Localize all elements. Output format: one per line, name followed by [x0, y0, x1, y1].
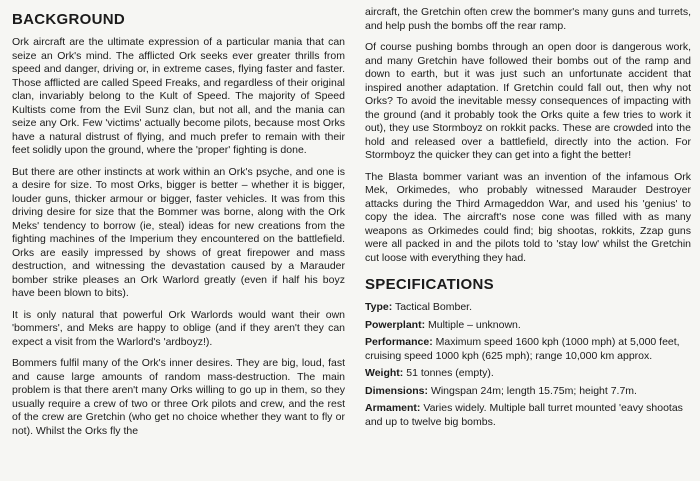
paragraph: But there are other instincts at work within an Ork's psyche, and one is a desire for size. To most Orks, bigger is better – whether it is bigger, louder guns, thicker armour or bigger, faster vehicles. It was from this driving desire for size that the Bommer was borne, along with the Ork Meks' tendency to borrow (ie, steal) ideas for new creations from the fighting machines of the Imperium they encountered on the battlefield. Orks are easily impressed by shows of great firepower and mass destruction, and witnessing the devastation caused by a Marauder bomber strike pleases an Ork Warlord greatly (even if half his boyz have been blown to bits). — [12, 165, 345, 299]
spec-value: Multiple – unknown. — [428, 318, 521, 331]
background-heading: BACKGROUND — [12, 11, 125, 28]
spec-label: Powerplant: — [365, 318, 426, 331]
paragraph: aircraft, the Gretchin often crew the bommer's many guns and turrets, and help push the bombs off the rear ramp. — [365, 6, 691, 32]
spec-weight — [365, 367, 691, 381]
spec-value: Varies widely. Multiple ball turret mounted 'eavy shootas and up to twelve big bombs. — [365, 402, 683, 428]
spec-label: Performance: — [365, 336, 433, 348]
spec-value: Tactical Bomber. — [394, 301, 473, 313]
spec-performance — [365, 336, 691, 363]
paragraph: Of course pushing bombs through an open door is dangerous work, and many Gretchin have followed their bombs out of the ramp and down to earth, but it was just such an unfortunate accident that inspired another adaptation. If Gretchin could fall out, then why not Orks? To avoid the inevitable messy consequences of impacting with the ground (and it probably took the Orks quite a few tries to work it out), they use Stormboyz on rokkit packs. These are crowded into the hold and released over a battlefield, directly into the action. For Stormboyz the quicker they can get into a fight the better! — [365, 41, 691, 161]
spec-value: Maximum speed 1600 kph (1000 mph) at 5,000 feet, cruising speed 1000 kph (625 mph); range 10,000 km approx. — [365, 336, 680, 362]
spec-label: Type: — [365, 301, 393, 313]
spec-label: Weight: — [365, 367, 404, 379]
spec-value: Wingspan 24m; length 15.75m; height 7.7m. — [430, 384, 637, 397]
paragraph: It is only natural that powerful Ork Warlords would want their own 'bommers', and Meks are happy to oblige (and if they aren't they can expect a visit from the Warlord's 'ardboyz!). — [12, 308, 345, 348]
paragraph: Bommers fulfil many of the Ork's inner desires. They are big, loud, fast and cause large amounts of random mass-destruction. The main problem is that there aren't many Orks willing to go up in them, so they usually require a crew of two or three Ork pilots and crew, and the rest of the crew are Gretchin (who get no choice whether they want to fly or not). Whilst the Orks fly the — [12, 357, 345, 437]
spec-label: Dimensions: — [365, 384, 429, 397]
left-column — [12, 0, 345, 446]
spec-type — [365, 301, 691, 315]
right-column — [365, 0, 691, 433]
paragraph: Ork aircraft are the ultimate expression of a particular mania that can seize an Ork's mind. The afflicted Ork seeks ever greater thrills from speed and danger, driving or, in extreme cases, flying faster and faster. Those afflicted are called Speed Freaks, and regardless of their original clan, invariably belong to the Kult of Speed. The majority of Speed Kultists come from the Evil Sunz clan, but not all, and the mania can seize any Ork. Few 'victims' actually become pilots, because most Orks have a natural distrust of flying, and much prefer to remain with their feet solidly upon the ground, where the 'proper' fighting is done. — [12, 36, 345, 156]
paragraph: The Blasta bommer variant was an invention of the infamous Ork Mek, Orkimedes, who probably witnessed Marauder Destroyer attacks during the Third Armageddon War, and used his 'genius' to copy the idea. The aircraft's nose cone was filled with as many weapons as Orkimedes could find; big shootas, rokkits, Zzap guns were all packed in and the pilots told to 'stay low' whilst the Gretchin cut loose with everything they had. — [365, 170, 691, 264]
spec-label: Armament: — [365, 402, 421, 414]
spec-powerplant — [365, 319, 691, 333]
specifications-heading: SPECIFICATIONS — [365, 276, 494, 293]
spec-value: 51 tonnes (empty). — [406, 367, 494, 379]
spec-dimensions — [365, 385, 691, 399]
spec-armament — [365, 402, 691, 429]
